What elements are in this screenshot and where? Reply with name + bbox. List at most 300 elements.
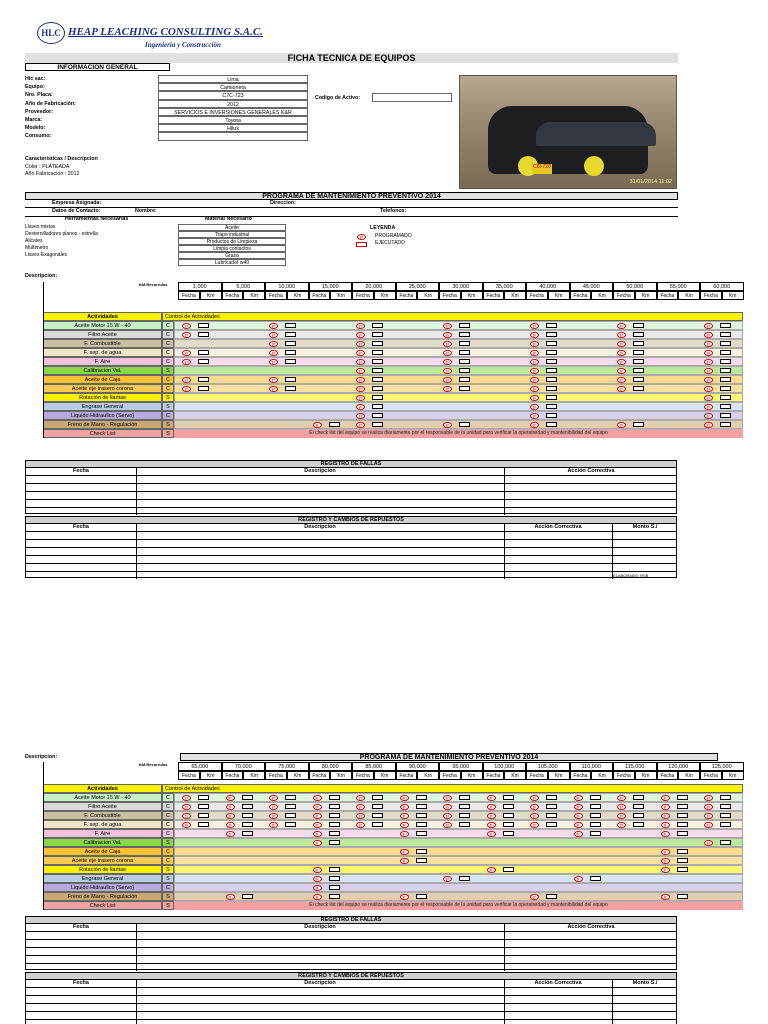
executed-checkbox[interactable] [720,813,731,818]
executed-checkbox[interactable] [546,341,557,346]
fecha-header: Fecha [396,291,418,300]
programmed-marker: P [182,795,191,801]
executed-checkbox[interactable] [720,341,731,346]
programmed-marker: P [530,795,539,801]
executed-checkbox[interactable] [285,795,296,800]
activity-band [174,402,743,411]
programmed-marker: P [313,813,322,819]
executed-checkbox[interactable] [459,813,470,818]
executed-checkbox[interactable] [503,822,514,827]
executed-checkbox[interactable] [546,422,557,427]
log-title: REGISTRO Y CAMBIOS DE REPUESTOS [26,973,676,980]
info-value-0[interactable]: Lima [158,75,308,83]
activity-name: Engrase General [43,402,162,411]
info-value-7[interactable] [158,132,308,140]
executed-checkbox[interactable] [459,822,470,827]
km-subheader: Km [287,291,309,300]
executed-checkbox[interactable] [633,377,644,382]
info-value-6[interactable]: Hilux [158,124,308,132]
tool-item: Multimetro [25,245,49,251]
log-table [25,460,677,514]
executed-checkbox[interactable] [285,822,296,827]
executed-checkbox[interactable] [720,822,731,827]
log-title: REGISTRO Y CAMBIOS DE REPUESTOS [26,517,676,524]
executed-checkbox[interactable] [503,831,514,836]
programmed-marker: P [269,386,278,392]
executed-checkbox[interactable] [546,404,557,409]
executed-checkbox[interactable] [590,831,601,836]
fecha-header: Fecha [483,291,505,300]
executed-checkbox[interactable] [633,332,644,337]
executed-checkbox[interactable] [372,404,383,409]
executed-checkbox[interactable] [242,822,253,827]
executed-checkbox[interactable] [372,822,383,827]
log-row [26,499,676,500]
characteristics-heading: Caracteristicas / Descripcion [25,156,98,162]
executed-checkbox[interactable] [372,341,383,346]
executed-checkbox[interactable] [720,377,731,382]
executed-checkbox[interactable] [198,350,209,355]
programmed-marker: P [182,332,191,338]
km-subheader: Km [635,771,657,780]
executed-checkbox[interactable] [633,359,644,364]
programmed-marker: P [269,323,278,329]
km-header: 40,000 [526,282,570,291]
executed-checkbox[interactable] [416,831,427,836]
executed-checkbox[interactable] [329,894,340,899]
executed-checkbox[interactable] [416,813,427,818]
km-subheader: Km [722,291,744,300]
executed-checkbox[interactable] [329,876,340,881]
programmed-marker: P [617,350,626,356]
fecha-header: Fecha [613,771,635,780]
programmed-marker: P [443,804,452,810]
km-header: 35,000 [483,282,527,291]
executed-checkbox[interactable] [285,323,296,328]
activity-type: S [162,366,174,375]
executed-checkbox[interactable] [372,386,383,391]
executed-checkbox[interactable] [242,813,253,818]
executed-checkbox[interactable] [546,359,557,364]
executed-checkbox[interactable] [633,386,644,391]
log-row [26,531,676,532]
executed-checkbox[interactable] [546,368,557,373]
programmed-marker: P [487,804,496,810]
activity-name: Aceite Motor 15 W - 40 [43,793,162,802]
executed-checkbox[interactable] [633,350,644,355]
fecha-header: Fecha [700,771,722,780]
executed-checkbox[interactable] [546,822,557,827]
empresa-label: Empresa Asignada: [52,200,102,206]
programmed-marker: P [704,813,713,819]
executed-checkbox[interactable] [285,350,296,355]
km-subheader: Km [461,291,483,300]
telefonos-label: Telefonos: [380,208,407,214]
executed-checkbox[interactable] [329,804,340,809]
executed-checkbox[interactable] [720,368,731,373]
km-subheader: Km [287,771,309,780]
executed-checkbox[interactable] [285,813,296,818]
program-title-2: PROGRAMA DE MANTENIMIENTO PREVENTIVO 2014 [180,753,718,761]
programmed-marker: P [443,332,452,338]
programmed-marker: P [443,386,452,392]
activity-type: C [162,321,174,330]
checklist-name: Check List [43,901,162,910]
programmed-marker: P [487,813,496,819]
km-header: 50,000 [613,282,657,291]
executed-checkbox[interactable] [677,804,688,809]
activity-band [174,883,743,892]
executed-checkbox[interactable] [285,386,296,391]
log-column-header: Descripcion [304,524,336,530]
executed-checkbox[interactable] [242,894,253,899]
programmed-marker: P [443,341,452,347]
info-label-4: Proveedor: [25,108,53,115]
activity-name: F. sep. de agua [43,348,162,357]
executed-checkbox[interactable] [198,377,209,382]
executed-checkbox[interactable] [416,849,427,854]
executed-checkbox[interactable] [198,386,209,391]
executed-checkbox[interactable] [285,332,296,337]
programmed-marker: P [182,323,191,329]
executed-checkbox[interactable] [677,849,688,854]
executed-checkbox[interactable] [546,894,557,899]
description-label-2: Descripcion: [25,754,58,760]
programmed-marker: P [530,404,539,410]
programmed-marker: P [530,332,539,338]
km-subheader: Km [591,771,613,780]
executed-checkbox[interactable] [416,822,427,827]
activity-name: Freno de Mano - Regulación [43,420,162,429]
executed-checkbox[interactable] [285,359,296,364]
executed-checkbox[interactable] [590,813,601,818]
programmed-marker: P [487,822,496,828]
programmed-marker: P [400,795,409,801]
programmed-marker: P [443,822,452,828]
executed-checkbox[interactable] [546,804,557,809]
activity-band [174,856,743,865]
executed-checkbox[interactable] [329,885,340,890]
programmed-marker: P [574,804,583,810]
programmed-marker: P [704,359,713,365]
executed-checkbox[interactable] [720,795,731,800]
executed-checkbox[interactable] [329,822,340,827]
programmed-marker: P [661,813,670,819]
executed-checkbox[interactable] [242,795,253,800]
executed-checkbox[interactable] [720,332,731,337]
km-header: 1,000 [178,282,222,291]
executed-checkbox[interactable] [720,395,731,400]
log-row [26,539,676,540]
checklist-note: El check list del equipo se realiza diariamente por el responsable de la unidad para verificar la operatividad y mantenibilidad del equipo [174,429,743,438]
executed-checkbox[interactable] [459,368,470,373]
executed-checkbox[interactable] [633,422,644,427]
executed-checkbox[interactable] [416,858,427,863]
executed-checkbox[interactable] [590,822,601,827]
executed-checkbox[interactable] [459,341,470,346]
executed-checkbox[interactable] [242,804,253,809]
executed-checkbox[interactable] [546,377,557,382]
executed-checkbox[interactable] [459,359,470,364]
activity-band [174,393,743,402]
km-header: 65,000 [178,762,222,771]
grid-left-border [43,282,44,438]
programmed-marker: P [269,341,278,347]
km-header: 30,000 [439,282,483,291]
executed-checkbox[interactable] [372,422,383,427]
executed-checkbox[interactable] [198,804,209,809]
executed-checkbox[interactable] [503,795,514,800]
material-item: Grasa [178,252,286,259]
executed-checkbox[interactable] [198,323,209,328]
executed-checkbox[interactable] [546,350,557,355]
log-table [25,972,677,1024]
executed-checkbox[interactable] [198,822,209,827]
executed-checkbox[interactable] [503,813,514,818]
executed-checkbox[interactable] [372,795,383,800]
info-value-3[interactable]: 2012 [158,100,308,108]
programmed-marker: P [443,876,452,882]
km-header: 90,000 [396,762,440,771]
executed-checkbox[interactable] [372,395,383,400]
executed-checkbox[interactable] [546,386,557,391]
contacto-label: Datos de Contacto: [52,208,101,214]
executed-checkbox[interactable] [459,350,470,355]
characteristics-line-2: Año Fabricación : 2012 [25,171,80,177]
log-column-header: Acción Correctiva [534,524,582,530]
programmed-marker: P [226,795,235,801]
executed-checkbox[interactable] [720,422,731,427]
executed-checkbox[interactable] [372,813,383,818]
km-subheader: Km [635,291,657,300]
codigo-field[interactable] [372,93,452,102]
programmed-marker: P [661,795,670,801]
km-recorridos-label: KM.Recorridos [139,762,168,767]
programmed-marker: P [269,795,278,801]
km-subheader: Km [374,771,396,780]
programmed-marker: P [400,831,409,837]
executed-checkbox[interactable] [633,323,644,328]
executed-checkbox[interactable] [372,413,383,418]
executed-checkbox[interactable] [633,341,644,346]
executed-checkbox[interactable] [720,404,731,409]
programmed-marker: P [574,813,583,819]
km-header: 95,000 [439,762,483,771]
executed-checkbox[interactable] [633,795,644,800]
executed-checkbox[interactable] [633,368,644,373]
executed-checkbox[interactable] [372,804,383,809]
executed-checkbox[interactable] [416,795,427,800]
km-subheader: Km [678,771,700,780]
activity-band [174,838,743,847]
executed-checkbox[interactable] [198,795,209,800]
fecha-header: Fecha [526,771,548,780]
executed-checkbox[interactable] [633,822,644,827]
executed-checkbox[interactable] [459,876,470,881]
executed-checkbox[interactable] [720,840,731,845]
executed-checkbox[interactable] [372,350,383,355]
executed-checkbox[interactable] [285,377,296,382]
executed-checkbox[interactable] [459,422,470,427]
programmed-marker: P [269,804,278,810]
programmed-marker: P [443,359,452,365]
executed-checkbox[interactable] [720,359,731,364]
activity-name: Liquido Hidraulico (Servo) [43,411,162,420]
executed-checkbox[interactable] [285,804,296,809]
executed-checkbox[interactable] [677,858,688,863]
executed-checkbox[interactable] [459,386,470,391]
executed-checkbox[interactable] [372,359,383,364]
executed-checkbox[interactable] [546,413,557,418]
programmed-marker: P [617,359,626,365]
log-row [26,1019,676,1020]
activity-name: Calibracion Val. [43,838,162,847]
programmed-marker: P [574,822,583,828]
executed-checkbox[interactable] [677,822,688,827]
km-header: 110,000 [570,762,614,771]
programmed-marker: P [269,350,278,356]
executed-checkbox[interactable] [242,831,253,836]
programmed-marker: P [530,386,539,392]
programmed-marker: P [356,323,365,329]
executed-checkbox[interactable] [198,813,209,818]
log-column-header: Acción Correctiva [567,468,615,474]
executed-checkbox[interactable] [546,332,557,337]
executed-checkbox[interactable] [416,894,427,899]
programmed-marker: P [313,795,322,801]
executed-checkbox[interactable] [503,867,514,872]
executed-checkbox[interactable] [677,894,688,899]
executed-checkbox[interactable] [503,804,514,809]
programmed-marker: P [356,386,365,392]
log-row [26,931,676,932]
executed-checkbox[interactable] [546,813,557,818]
executed-checkbox[interactable] [590,795,601,800]
activity-type: C [162,793,174,802]
programmed-marker: P [704,332,713,338]
executed-checkbox[interactable] [720,350,731,355]
truck-shape [488,106,648,174]
info-label-7: Consumo: [25,133,52,140]
km-subheader: Km [548,291,570,300]
executed-checkbox[interactable] [633,813,644,818]
km-header: 10,000 [265,282,309,291]
executed-checkbox[interactable] [198,359,209,364]
executed-checkbox[interactable] [416,804,427,809]
programmed-marker: P [400,813,409,819]
programmed-marker: P [661,894,670,900]
km-header: 20,000 [352,282,396,291]
programmed-marker: P [617,377,626,383]
executed-checkbox[interactable] [198,332,209,337]
executed-checkbox[interactable] [677,831,688,836]
executed-checkbox[interactable] [459,804,470,809]
executed-checkbox[interactable] [720,386,731,391]
info-value-1[interactable]: Camioneta [158,83,308,91]
programmed-marker: P [617,332,626,338]
executed-checkbox[interactable] [459,795,470,800]
info-value-5[interactable]: Toyota [158,116,308,124]
executed-checkbox[interactable] [590,804,601,809]
log-column-header: Monto S./ [632,980,658,986]
info-label-1: Equipo: [25,84,45,91]
programmed-marker: P [400,804,409,810]
executed-checkbox[interactable] [459,377,470,382]
fecha-header: Fecha [178,291,200,300]
executed-checkbox[interactable] [720,323,731,328]
executed-checkbox[interactable] [329,795,340,800]
km-header: 105,000 [526,762,570,771]
km-subheader: Km [243,291,265,300]
executed-checkbox[interactable] [329,840,340,845]
log-row [26,995,676,996]
executed-checkbox[interactable] [546,395,557,400]
programmed-marker: P [704,404,713,410]
fecha-header: Fecha [265,771,287,780]
executed-checkbox[interactable] [372,368,383,373]
log-column-header: Descripcion [304,980,336,986]
executed-checkbox[interactable] [329,422,340,427]
executed-checkbox[interactable] [677,795,688,800]
programmed-marker: P [356,413,365,419]
fecha-header: Fecha [309,291,331,300]
log-column-header: Fecha [73,524,89,530]
executed-checkbox[interactable] [329,831,340,836]
info-value-2[interactable]: C7C-723 [158,91,308,99]
executed-checkbox[interactable] [720,804,731,809]
programmed-marker: P [617,813,626,819]
executed-checkbox[interactable] [329,813,340,818]
fecha-header: Fecha [483,771,505,780]
material-item: Aceite [178,224,286,231]
executed-checkbox[interactable] [677,867,688,872]
activity-band [174,847,743,856]
executed-checkbox[interactable] [329,867,340,872]
executed-checkbox[interactable] [633,804,644,809]
herramientas-heading: Herramientas Necesarias [65,216,129,222]
executed-checkbox[interactable] [720,413,731,418]
executed-checkbox[interactable] [546,795,557,800]
executed-checkbox[interactable] [285,341,296,346]
activity-band [174,892,743,901]
km-subheader: Km [243,771,265,780]
activity-band [174,829,743,838]
log-column-header: Acción Correctiva [567,924,615,930]
programmed-marker: P [704,840,713,846]
activity-name: Rotación de llantas [43,865,162,874]
log-row [26,987,676,988]
info-value-4[interactable]: SERVICIOS E INVERSIONES GENERALES K&R [158,108,308,116]
activities-header: Actividades [43,784,162,793]
executed-checkbox[interactable] [372,377,383,382]
executed-checkbox[interactable] [372,332,383,337]
executed-checkbox[interactable] [459,323,470,328]
log-row [26,555,676,556]
log-row [26,563,676,564]
executed-checkbox[interactable] [677,813,688,818]
executed-checkbox[interactable] [546,323,557,328]
executed-checkbox[interactable] [590,876,601,881]
programmed-marker: P [661,804,670,810]
executed-checkbox[interactable] [372,323,383,328]
log-title: REGISTRO DE FALLAS [26,917,676,924]
programmed-marker: P [356,350,365,356]
checklist-type: S [162,429,174,438]
programmed-marker: P [530,323,539,329]
programmed-marker: P [182,377,191,383]
km-header: 70,000 [222,762,266,771]
executed-checkbox[interactable] [459,332,470,337]
